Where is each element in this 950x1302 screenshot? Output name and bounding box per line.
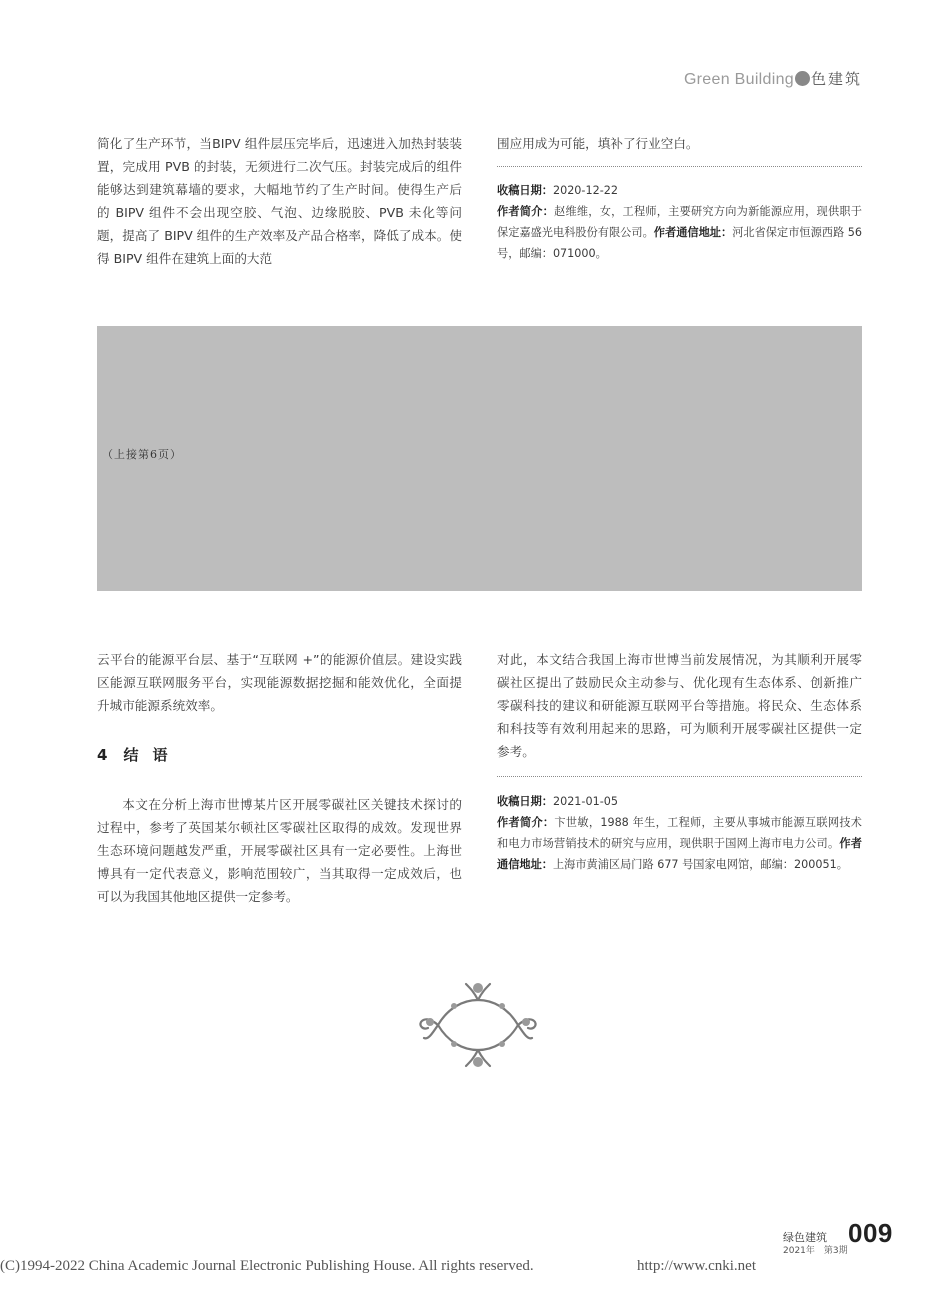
copyright-text: (C)1994-2022 China Academic Journal Electronic Publishing House. All rights reserved. (0, 1258, 534, 1274)
divider-bottom (497, 776, 862, 777)
page-number: 009 (848, 1218, 893, 1248)
gray-placeholder-block (97, 326, 862, 591)
top-right-paragraph: 围应用成为可能，填补了行业空白。 (497, 136, 699, 151)
author-bio: 卞世敏，1988 年生，工程师，主要从事城市能源互联网技术和电力市场营销技术的研究与应用，现供职于国网上海市电力公司。 (497, 816, 862, 850)
author-label: 作者简介： (497, 816, 555, 829)
brand-chinese: 色建筑 (810, 70, 862, 88)
cnki-link[interactable]: http://www.cnki.net (637, 1258, 757, 1274)
address-label: 作者通信地址： (497, 837, 862, 871)
journal-brand-header (600, 68, 862, 89)
bottom-right-paragraph: 对此，本文结合我国上海市世博当前发展情况，为其顺利开展零碳社区提出了鼓励民众主动参与、优化现有生态体系、创新推广零碳科技的建议和研能源互联网平台等措施。将民众、生态体系和科技等有效利用起来的思路，可为顺利开展零碳社区提供一定参考。 (497, 652, 862, 759)
bottom-right-column (497, 648, 862, 763)
top-left-paragraph: 简化了生产环节，当BIPV 组件层压完毕后，迅速进入加热封装装置，完成用 PVB 的封装，无须进行二次气压。封装完成后的组件能够达到建筑幕墙的要求，大幅地节约了生产时间。使得生产后的 BIPV 组件不会出现空胶、气泡、边缘脱胶、PVB 未化等问题，提高了 BIPV 组件的生产效率及产品合格率，降低了成本。使得 BIPV 组件在建筑上面的大范 (97, 136, 462, 266)
bottom-left-paragraph-1: 云平台的能源平台层、基于“互联网 +”的能源价值层。建设实践区能源互联网服务平台，实现能源数据挖掘和能效优化，全面提升城市能源系统效率。 (97, 652, 462, 713)
continuation-note: （上接第6页） (102, 448, 182, 461)
received-label: 收稿日期： (497, 184, 553, 197)
bottom-left-column-conclusion (97, 793, 462, 908)
conclusion-paragraph: 本文在分析上海市世博某片区开展零碳社区关键技术探讨的过程中，参考了英国某尔顿社区零碳社区取得的成效。发现世界生态环境问题越发严重，开展零碳社区具有一定必要性。上海世博具有一定代表意义，影响范围较广，当其取得一定成效后，也可以为我国其他地区提供一定参考。 (97, 797, 462, 904)
leaf-logo-icon (795, 71, 810, 86)
divider-top (497, 166, 862, 167)
author-address: 上海市黄浦区局门路 677 号国家电网馆，邮编：200051。 (552, 858, 848, 871)
author-label: 作者简介： (497, 205, 555, 218)
author-address: 河北省保定市恒源西路 56 号，邮编：071000。 (497, 226, 862, 260)
bottom-left-column-top (97, 648, 462, 717)
top-left-column (97, 132, 462, 270)
address-label: 作者通信地址： (653, 226, 733, 239)
received-date: 2021-01-05 (552, 795, 618, 808)
section-heading (97, 744, 169, 765)
section-number: 4 (97, 746, 110, 764)
section-title-char-1: 结 (123, 746, 141, 764)
section-title-char-2: 语 (152, 746, 170, 764)
brand-english: Green Building (683, 71, 794, 88)
top-right-column (497, 132, 862, 155)
article-meta-2 (497, 791, 862, 875)
received-date: 2020-12-22 (552, 184, 618, 197)
article-meta-1 (497, 180, 862, 264)
received-label: 收稿日期： (497, 795, 553, 808)
decorative-ornament-icon (418, 978, 538, 1072)
footer-journal-name: 绿色建筑 (783, 1231, 827, 1244)
author-bio: 赵维维，女，工程师，主要研究方向为新能源应用，现供职于保定嘉盛光电科股份有限公司。 (497, 205, 862, 239)
footer-issue: 2021年 第3期 (783, 1246, 848, 1256)
